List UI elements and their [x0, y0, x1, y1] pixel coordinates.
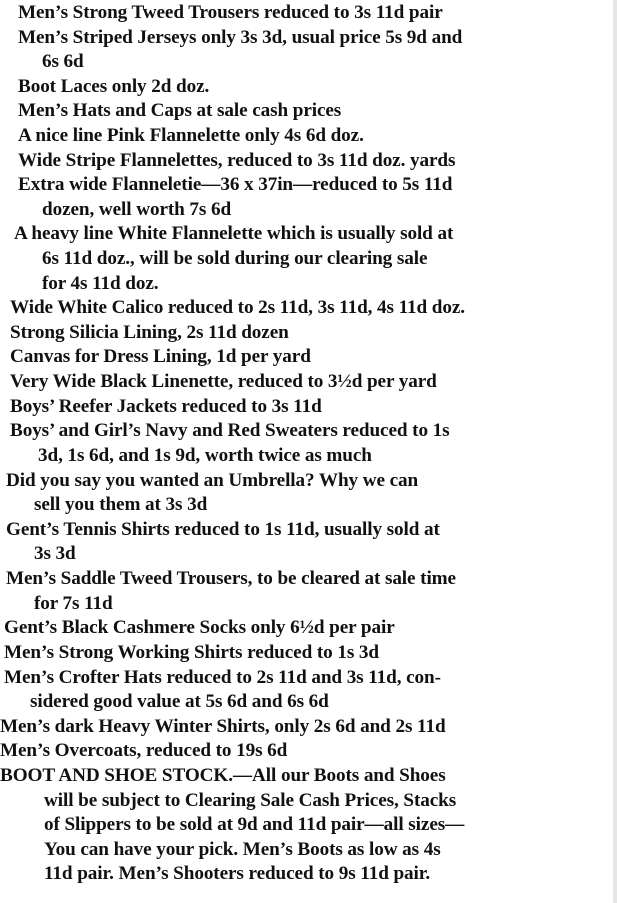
text-line: sidered good value at 5s 6d and 6s 6d [30, 691, 329, 712]
text-line: Boys’ and Girl’s Navy and Red Sweaters reduced to 1s [10, 420, 450, 441]
text-line: 3d, 1s 6d, and 1s 9d, worth twice as much [38, 445, 372, 466]
text-line: Men’s Saddle Tweed Trousers, to be cleared at sale time [6, 568, 456, 589]
text-line: Strong Silicia Lining, 2s 11d dozen [10, 322, 289, 343]
text-line: for 7s 11d [34, 593, 113, 614]
text-line: Gent’s Black Cashmere Socks only 6½d per pair [4, 617, 395, 638]
text-line: 3s 3d [34, 543, 76, 564]
text-line: Canvas for Dress Lining, 1d per yard [10, 346, 311, 367]
text-line: Men’s Hats and Caps at sale cash prices [18, 100, 342, 121]
text-line: 6s 6d [42, 51, 84, 72]
column-edge [613, 0, 617, 903]
text-line: for 4s 11d doz. [42, 273, 159, 294]
text-line: You can have your pick. Men’s Boots as low as 4s [44, 839, 441, 860]
text-line: A nice line Pink Flannelette only 4s 6d doz. [18, 125, 364, 146]
text-line: BOOT AND SHOE STOCK.—All our Boots and Shoes [0, 765, 446, 786]
text-line: Men’s Strong Tweed Trousers reduced to 3s 11d pair [18, 2, 443, 23]
text-line: Did you say you wanted an Umbrella? Why we can [6, 470, 419, 491]
text-line: Boys’ Reefer Jackets reduced to 3s 11d [10, 396, 322, 417]
text-line: will be subject to Clearing Sale Cash Prices, Stacks [44, 790, 457, 811]
text-line: Men’s Crofter Hats reduced to 2s 11d and 3s 11d, con- [4, 667, 441, 688]
text-line: Gent’s Tennis Shirts reduced to 1s 11d, usually sold at [6, 519, 440, 540]
text-line: Wide Stripe Flannelettes, reduced to 3s 11d doz. yards [18, 150, 456, 171]
text-line: Men’s dark Heavy Winter Shirts, only 2s 6d and 2s 11d [0, 716, 446, 737]
text-line: sell you them at 3s 3d [34, 494, 208, 515]
text-line: 6s 11d doz., will be sold during our clearing sale [42, 248, 428, 269]
text-line: Wide White Calico reduced to 2s 11d, 3s 11d, 4s 11d doz. [10, 297, 465, 318]
text-line: A heavy line White Flannelette which is usually sold at [14, 223, 454, 244]
text-line: 11d pair. Men’s Shooters reduced to 9s 11d pair. [44, 863, 431, 884]
text-line: Men’s Strong Working Shirts reduced to 1s 3d [4, 642, 379, 663]
text-line: Boot Laces only 2d doz. [18, 76, 210, 97]
text-line: of Slippers to be sold at 9d and 11d pair—all sizes— [44, 814, 465, 835]
text-line: Men’s Striped Jerseys only 3s 3d, usual price 5s 9d and [18, 27, 463, 48]
text-line: Extra wide Flanneletie—36 x 37in—reduced to 5s 11d [18, 174, 453, 195]
text-line: dozen, well worth 7s 6d [42, 199, 232, 220]
text-line: Men’s Overcoats, reduced to 19s 6d [0, 740, 288, 761]
text-line: Very Wide Black Linenette, reduced to 3½d per yard [10, 371, 437, 392]
